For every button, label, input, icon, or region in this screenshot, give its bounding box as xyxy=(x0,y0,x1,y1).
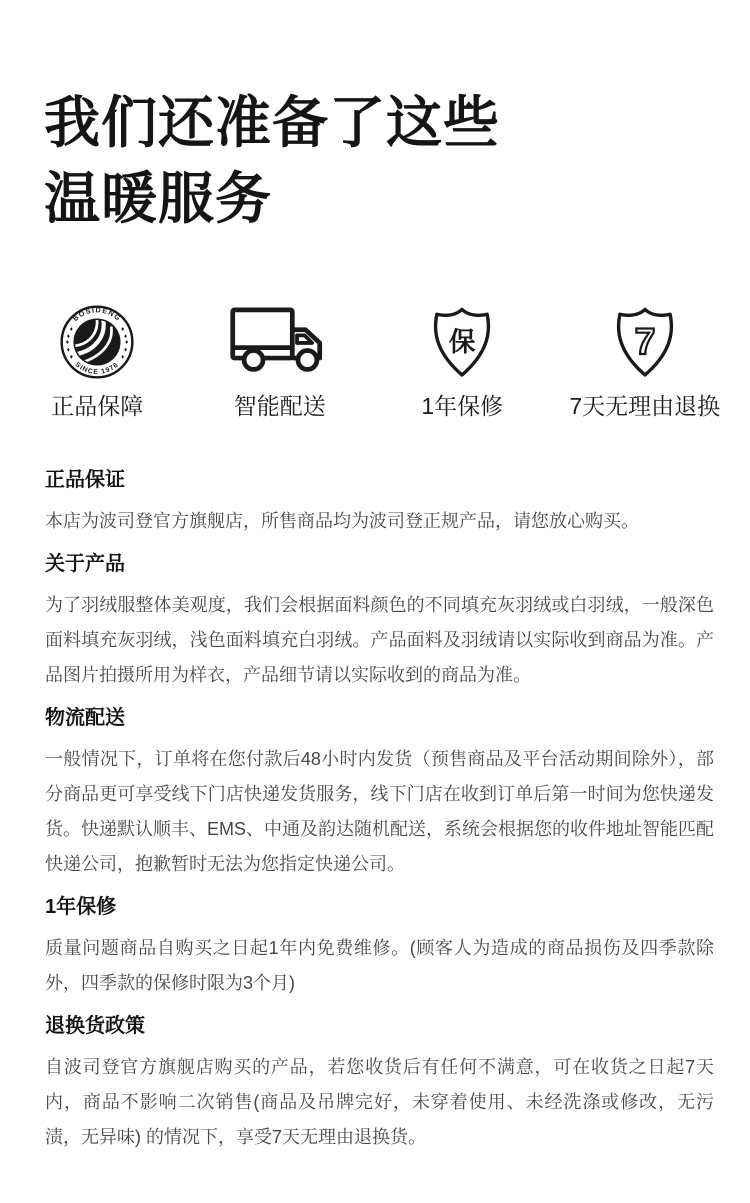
services-row xyxy=(0,303,750,419)
section-heading-logistics: 物流配送 xyxy=(45,707,125,729)
service-item-authenticity xyxy=(6,303,189,419)
badge-bottom-text: SINCE 1976 xyxy=(73,361,121,376)
policy-section-warranty xyxy=(45,896,714,1001)
section-heading-warranty: 1年保修 xyxy=(45,896,117,918)
bosideng-badge-icon xyxy=(59,304,135,380)
badge-top-text: BOSIDENG xyxy=(71,305,124,324)
page-title-line1: 我们还准备了这些 xyxy=(44,91,500,154)
service-label-delivery: 智能配送 xyxy=(233,393,326,419)
section-heading-product: 关于产品 xyxy=(45,553,125,575)
service-label-warranty: 1年保修 xyxy=(421,393,504,419)
service-item-delivery xyxy=(189,303,372,419)
policy-section-logistics xyxy=(45,707,714,882)
section-body-product: 为了羽绒服整体美观度，我们会根据面料颜色的不同填充灰羽绒或白羽绒，一般深色面料填充灰羽绒，浅色面料填充白羽绒。产品面料及羽绒请以实际收到商品为准。产品图片拍摄所用为样衣，产品细节请以实际收到的商品为准。 xyxy=(45,595,714,685)
policy-sections xyxy=(0,419,750,1155)
service-label-returns: 7天无理由退换 xyxy=(569,393,721,419)
section-body-authenticity: 本店为波司登官方旗舰店，所售商品均为波司登正规产品，请您放心购买。 xyxy=(45,511,639,531)
delivery-truck-icon xyxy=(228,304,332,380)
service-item-returns xyxy=(554,303,737,419)
return-shield-icon xyxy=(608,304,682,380)
page-title-line2: 温暖服务 xyxy=(44,167,272,230)
service-label-authenticity: 正品保障 xyxy=(51,393,144,419)
section-body-warranty: 质量问题商品自购买之日起1年内免费维修。(顾客人为造成的商品损伤及四季款除外，四季款的保修时限为3个月) xyxy=(45,938,714,993)
section-body-returns: 自波司登官方旗舰店购买的产品，若您收货后有任何不满意，可在收货之日起7天内，商品不影响二次销售(商品及吊牌完好，未穿着使用、未经洗涤或修改，无污渍，无异味) 的情况下，享受7天无理由退换货。 xyxy=(45,1057,714,1147)
warranty-shield-character: 保 xyxy=(448,326,476,357)
warranty-shield-icon xyxy=(425,304,499,380)
policy-section-returns xyxy=(45,1015,714,1155)
section-body-logistics: 一般情况下，订单将在您付款后48小时内发货（预售商品及平台活动期间除外），部分商品更可享受线下门店快递发货服务，线下门店在收到订单后第一时间为您快递发货。快递默认顺丰、EMS、中通及韵达随机配送，系统会根据您的收件地址智能匹配快递公司，抱歉暂时无法为您指定快递公司。 xyxy=(45,749,715,874)
return-shield-number: 7 xyxy=(634,320,656,362)
section-heading-authenticity: 正品保证 xyxy=(45,469,125,491)
policy-section-authenticity xyxy=(45,469,714,539)
section-heading-returns: 退换货政策 xyxy=(45,1015,145,1037)
policy-section-product xyxy=(45,553,714,693)
page-title xyxy=(0,0,750,237)
service-item-warranty xyxy=(371,303,554,419)
